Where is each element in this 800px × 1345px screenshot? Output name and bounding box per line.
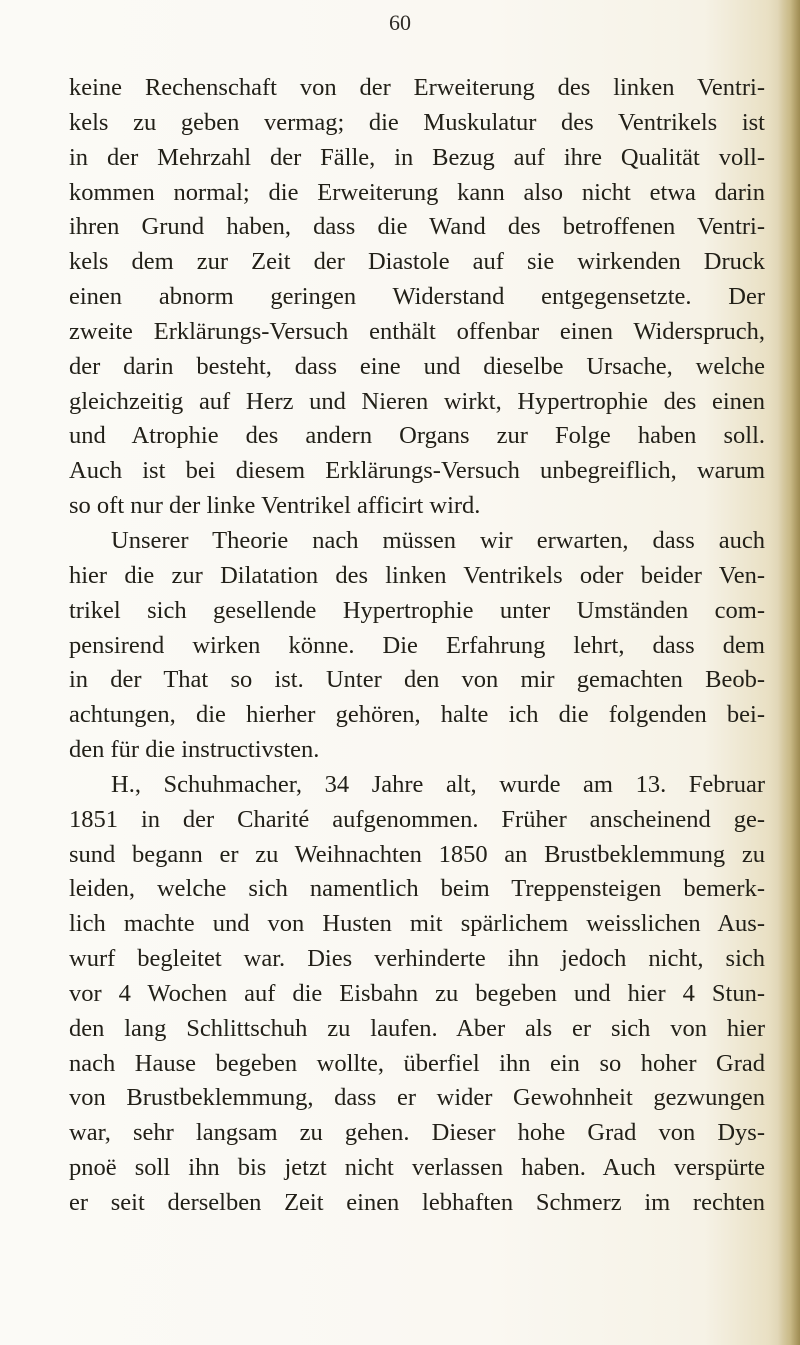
text-line: 1851 in der Charité aufgenommen. Früher anscheinend ge- [69,805,765,833]
text-line: leiden, welche sich namentlich beim Treppensteigen bemerk- [69,875,765,903]
text-line: Auch ist bei diesem Erklärungs-Versuch unbegreiflich, warum [69,457,765,485]
text-line: in der Mehrzahl der Fälle, in Bezug auf ihre Qualität voll- [69,143,765,171]
text-line: nach Hause begeben wollte, überfiel ihn ein so hoher Grad [69,1049,765,1077]
text-line: keine Rechenschaft von der Erweiterung des linken Ventri- [69,74,765,101]
text-line: den lang Schlittschuh zu laufen. Aber als er sich von hier [69,1014,765,1042]
text-line: gleichzeitig auf Herz und Nieren wirkt, Hypertrophie des einen [69,387,765,415]
text-line: pnoë soll ihn bis jetzt nicht verlassen haben. Auch verspürte [69,1154,765,1182]
text-line: kels zu geben vermag; die Muskulatur des Ventrikels ist [69,108,765,136]
text-line: hier die zur Dilatation des linken Ventrikels oder beider Ven- [69,561,765,589]
text-line: in der That so ist. Unter den von mir gemachten Beob- [69,666,765,694]
text-line: kels dem zur Zeit der Diastole auf sie wirkenden Druck [69,248,765,276]
text-line: pensirend wirken könne. Die Erfahrung lehrt, dass dem [69,631,765,659]
text-line: er seit derselben Zeit einen lebhaften Schmerz im rechten [69,1189,765,1216]
page-edge-shadow [778,0,800,1345]
text-line: den für die instructivsten. [69,736,320,764]
text-line: war, sehr langsam zu gehen. Dieser hohe Grad von Dys- [69,1119,765,1147]
text-line: von Brustbeklemmung, dass er wider Gewohnheit gezwungen [69,1084,765,1112]
text-line: wurf begleitet war. Dies verhinderte ihn jedoch nicht, sich [69,945,765,973]
text-line: einen abnorm geringen Widerstand entgegensetzte. Der [69,283,765,311]
page-number: 60 [389,10,411,35]
body-text [69,71,765,1221]
text-line: der darin besteht, dass eine und dieselbe Ursache, welche [69,352,765,380]
text-line: vor 4 Wochen auf die Eisbahn zu begeben und hier 4 Stun- [69,979,765,1007]
text-line: so oft nur der linke Ventrikel afficirt wird. [69,492,481,520]
text-line: kommen normal; die Erweiterung kann also nicht etwa darin [69,178,765,206]
text-line: Unserer Theorie nach müssen wir erwarten, dass auch [111,526,765,554]
text-line: lich machte und von Husten mit spärlichem weisslichen Aus- [69,910,765,938]
text-line: H., Schuhmacher, 34 Jahre alt, wurde am 13. Februar [111,770,765,798]
text-line: ihren Grund haben, dass die Wand des betroffenen Ventri- [69,213,765,241]
text-line: trikel sich gesellende Hypertrophie unter Umständen com- [69,596,765,624]
text-line: achtungen, die hierher gehören, halte ich die folgenden bei- [69,701,765,729]
text-line: sund begann er zu Weihnachten 1850 an Brustbeklemmung zu [69,840,765,868]
text-line: zweite Erklärungs-Versuch enthält offenbar einen Widerspruch, [69,317,765,345]
text-line: und Atrophie des andern Organs zur Folge haben soll. [69,422,765,450]
